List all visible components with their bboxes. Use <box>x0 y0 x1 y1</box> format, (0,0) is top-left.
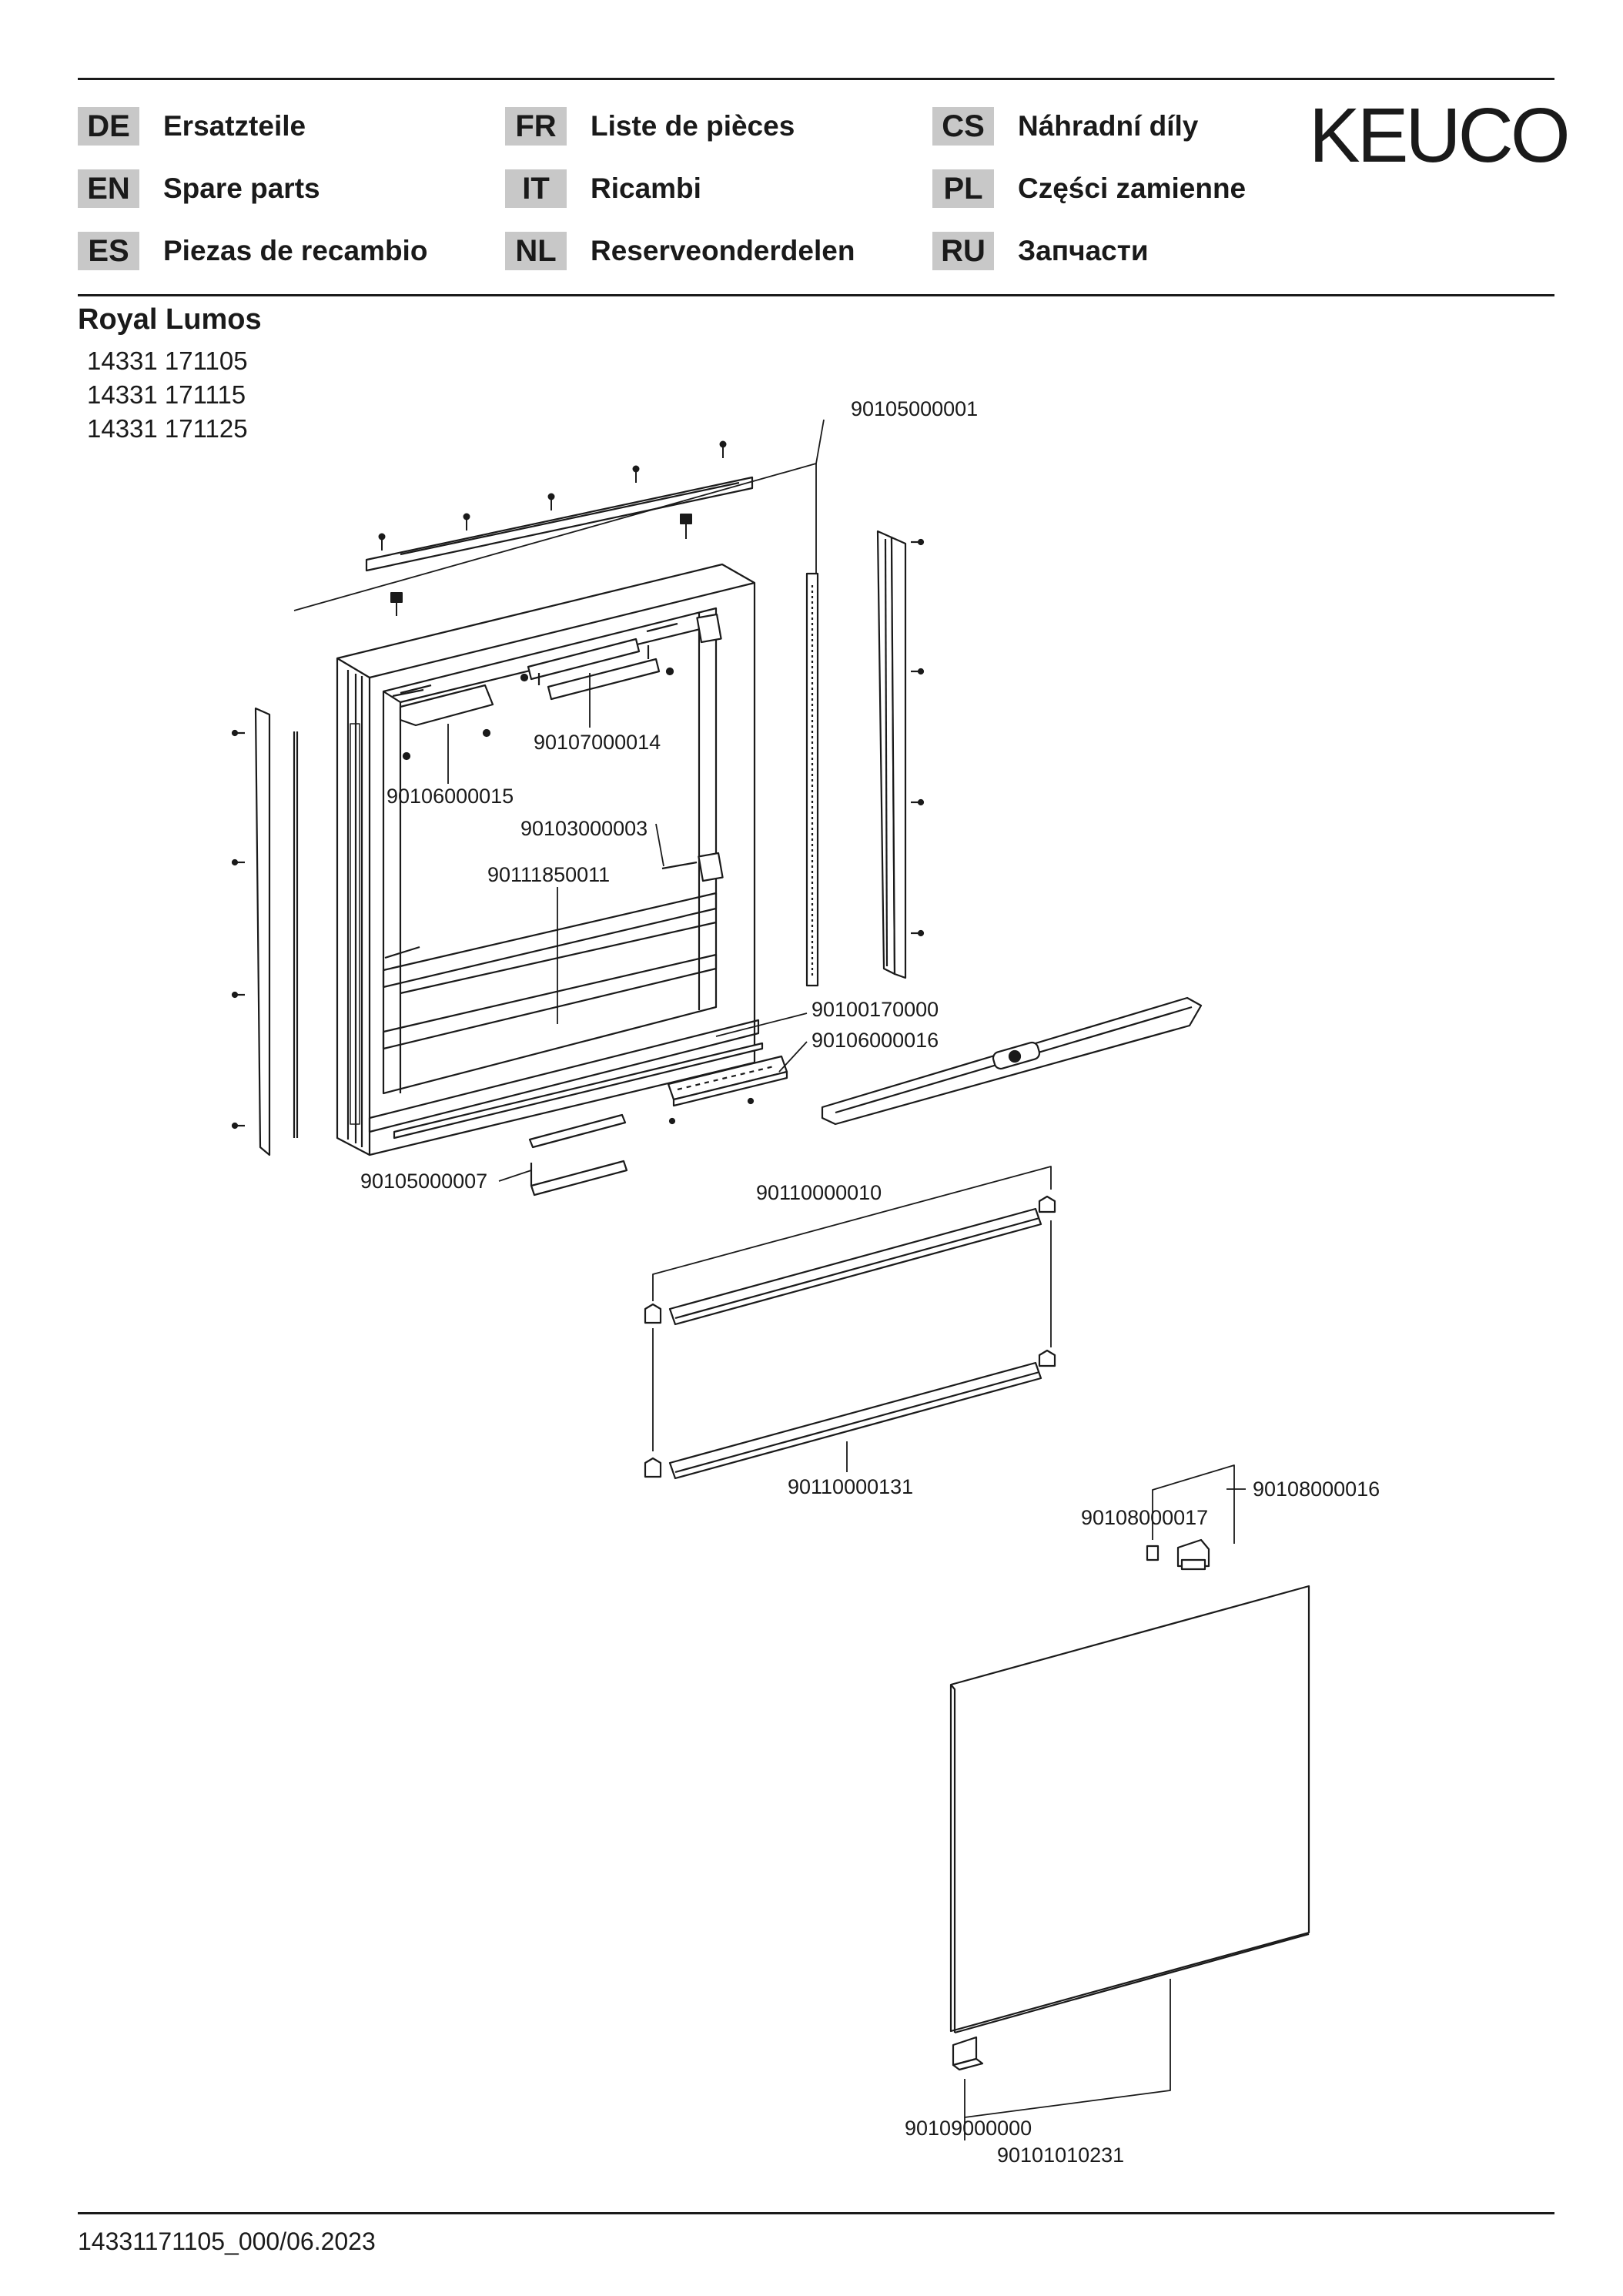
model-number: 14331 171125 <box>87 414 248 443</box>
glass-shelf-top <box>670 1209 1041 1324</box>
shelf-support-icon <box>645 1197 1055 1477</box>
part-label: 90110000010 <box>756 1181 882 1204</box>
lang-code-nl: NL <box>505 232 567 270</box>
lang-code-cs: CS <box>932 107 994 146</box>
leader-line <box>1153 1465 1234 1544</box>
part-label: 90106000015 <box>387 785 514 808</box>
side-profile-right <box>878 531 905 978</box>
lang-label-ru: Запчасти <box>1018 235 1149 266</box>
lang-code-fr: FR <box>505 107 567 146</box>
part-label: 90111850011 <box>487 863 611 886</box>
part-label: 90106000016 <box>812 1029 939 1052</box>
lang-label-it: Ricambi <box>591 172 701 204</box>
lang-label-de: Ersatzteile <box>163 110 306 142</box>
bottom-trim-pieces <box>530 1115 627 1195</box>
part-label: 90103000003 <box>520 817 648 840</box>
model-number: 14331 171105 <box>87 346 248 375</box>
part-label: 90105000007 <box>360 1170 488 1193</box>
lang-code-pl: PL <box>932 169 994 208</box>
part-label: 90100170000 <box>812 998 939 1021</box>
document-id: 14331171105_000/06.2023 <box>78 2227 376 2255</box>
lang-label-pl: Części zamienne <box>1018 172 1247 204</box>
mirror-door <box>951 1586 1309 2033</box>
screw-icon <box>233 731 245 1128</box>
part-label: 90101010231 <box>997 2144 1125 2167</box>
lang-label-es: Piezas de recambio <box>163 235 428 266</box>
lang-code-it: IT <box>505 169 567 208</box>
part-label: 90109000000 <box>905 2117 1032 2140</box>
glass-shelf-bottom <box>670 1363 1041 1478</box>
part-label: 90108000017 <box>1081 1506 1209 1529</box>
product-title: Royal Lumos <box>78 303 262 336</box>
lang-code-de: DE <box>78 107 139 146</box>
side-trim-left <box>256 708 297 1155</box>
part-label: 90110000131 <box>788 1475 914 1498</box>
lang-label-nl: Reserveonderdelen <box>591 235 855 266</box>
screw-icon <box>670 1119 674 1123</box>
lang-label-en: Spare parts <box>163 172 320 204</box>
brand-logo: KEUCO <box>1309 92 1568 179</box>
top-cover-strip <box>366 477 752 571</box>
part-label: 90105000001 <box>851 397 979 420</box>
part-label: 90107000014 <box>534 731 661 754</box>
model-number: 14331 171115 <box>87 380 246 409</box>
led-strip-vertical <box>807 574 818 986</box>
lang-code-es: ES <box>78 232 139 270</box>
lang-label-fr: Liste de pièces <box>591 110 795 142</box>
screw-icon <box>748 1099 753 1103</box>
lang-code-en: EN <box>78 169 139 208</box>
mirror-clip-icon <box>953 2037 982 2070</box>
door-clip-icon <box>1147 1540 1209 1569</box>
part-label: 90108000016 <box>1253 1478 1380 1501</box>
lang-label-cs: Náhradní díly <box>1018 110 1199 142</box>
lang-code-ru: RU <box>932 232 994 270</box>
screw-icon <box>911 540 923 935</box>
cabinet-body <box>337 564 758 1155</box>
